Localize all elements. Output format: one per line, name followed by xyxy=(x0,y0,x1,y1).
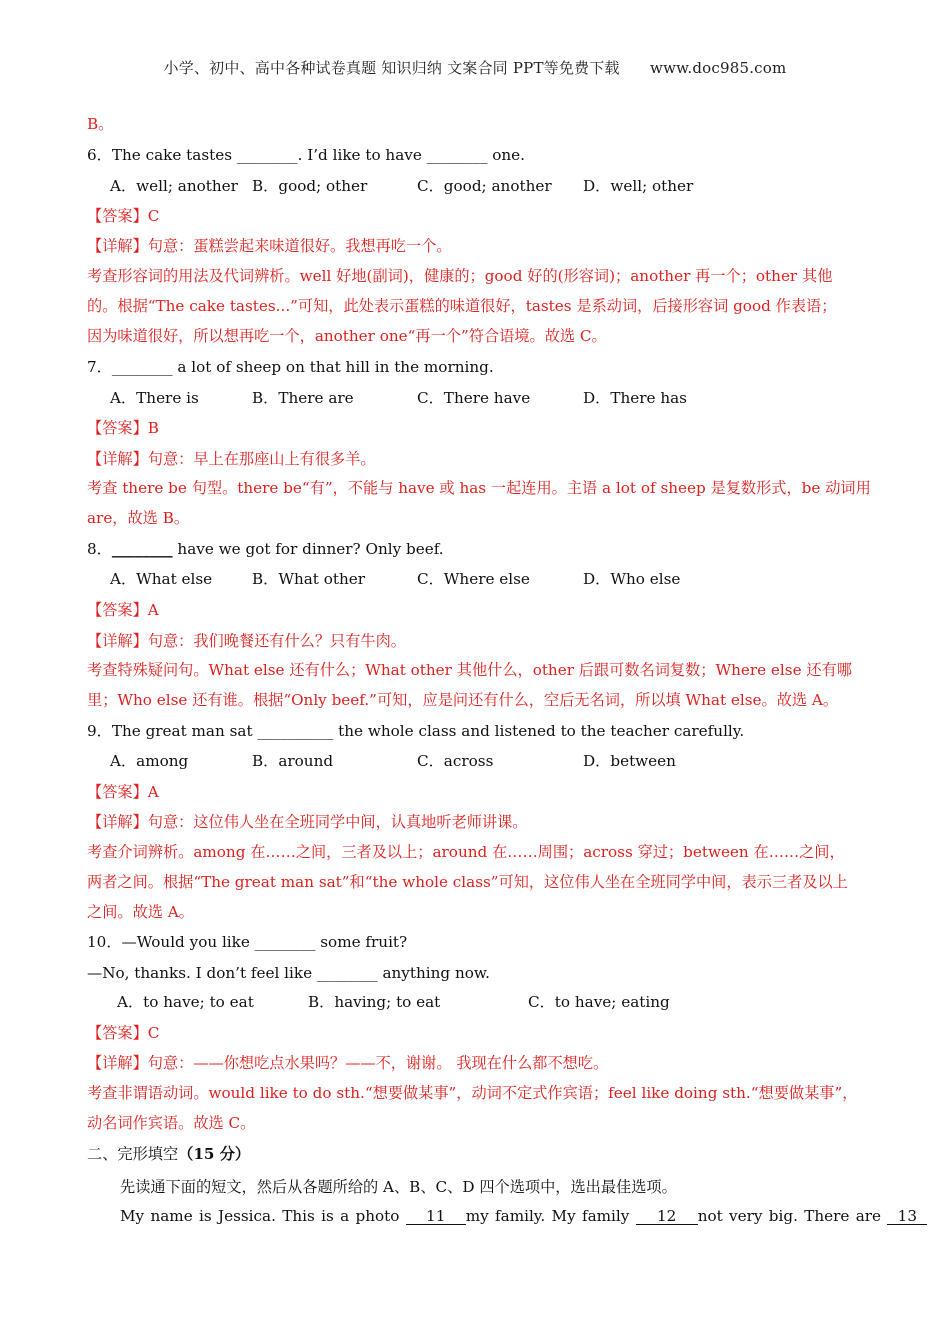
section-2-heading xyxy=(87,1144,250,1164)
q9-option-d: D．between xyxy=(583,752,676,770)
q8-option-b: B．What other xyxy=(252,570,366,588)
q10-detail: 【详解】句意：——你想吃点水果吗？——不，谢谢。 我现在什么都不想吃。 xyxy=(87,1054,609,1072)
q9-analysis-line: 两者之间。根据“The great man sat”和“the whole class”可知，这位伟人坐在全班同学中间，表示三者及以上 xyxy=(87,873,848,891)
section-2-title: 二、完形填空 xyxy=(87,1145,179,1163)
q7-option-c: C．There have xyxy=(417,389,531,407)
question-8-stem xyxy=(87,539,444,559)
q7-option-a: A．There is xyxy=(110,389,199,407)
q7-analysis-line: are，故选 B。 xyxy=(87,509,190,527)
q10-option-b: B．having; to eat xyxy=(308,993,441,1011)
q6-answer: 【答案】C xyxy=(87,207,160,225)
q6-option-c: C．good; another xyxy=(417,177,552,195)
q6-option-b: B．good; other xyxy=(252,177,368,195)
q7-option-b: B．There are xyxy=(252,389,354,407)
q8-answer: 【答案】A xyxy=(87,601,159,619)
q10-option-c: C．to have; eating xyxy=(528,993,670,1011)
question-6-stem: 6．The cake tastes ________. I’d like to have ________ one. xyxy=(87,146,525,164)
q8-stem-rest: have we got for dinner? Only beef. xyxy=(172,540,444,558)
cloze-passage-line xyxy=(120,1206,927,1226)
q6-analysis-line: 的。根据“The cake tastes...”可知，此处表示蛋糕的味道很好，tastes 是系动词，后接形容词 good 作表语； xyxy=(87,297,837,315)
q6-option-d: D．well; other xyxy=(583,177,694,195)
previous-explanation-tail: B。 xyxy=(87,115,114,133)
cloze-blank-12: 12 xyxy=(636,1208,698,1225)
q6-analysis-line: 考查形容词的用法及代词辨析。well 好地(副词)，健康的；good 好的(形容词)；another 再一个；other 其他 xyxy=(87,267,833,285)
q9-analysis-line: 之间。故选 A。 xyxy=(87,903,194,921)
q9-option-c: C．across xyxy=(417,752,494,770)
q8-number: 8． xyxy=(87,540,112,558)
q9-answer: 【答案】A xyxy=(87,783,159,801)
page-header: 小学、初中、高中各种试卷真题 知识归纳 文案合同 PPT等免费下载 www.doc985.com xyxy=(163,59,787,77)
q8-analysis-line: 里；Who else 还有谁。根据“Only beef.”可知，应是问还有什么，空后无名词，所以填 What else。故选 A。 xyxy=(87,691,839,709)
question-10-stem: 10．—Would you like ________ some fruit? xyxy=(87,933,408,951)
q7-answer: 【答案】B xyxy=(87,419,159,437)
q10-analysis-line: 动名词作宾语。故选 C。 xyxy=(87,1114,256,1132)
q6-analysis-line: 因为味道很好，所以想再吃一个，another one“再一个”符合语境。故选 C。 xyxy=(87,327,607,345)
q7-analysis-line: 考查 there be 句型。there be“有”，不能与 have 或 has 一起连用。主语 a lot of sheep 是复数形式，be 动词用 xyxy=(87,479,871,497)
section-2-instruction: 先读通下面的短文，然后从各题所给的 A、B、C、D 四个选项中，选出最佳选项。 xyxy=(120,1178,677,1196)
cloze-blank-11: 11 xyxy=(406,1208,466,1225)
passage-text: my family. My family xyxy=(465,1207,636,1225)
q10-analysis-line: 考查非谓语动词。would like to do sth.“想要做某事”，动词不定式作宾语；feel like doing sth.“想要做某事”， xyxy=(87,1084,858,1102)
q7-option-d: D．There has xyxy=(583,389,687,407)
q10-option-a: A．to have; to eat xyxy=(117,993,254,1011)
q9-option-b: B．around xyxy=(252,752,334,770)
q6-option-a: A．well; another xyxy=(110,177,238,195)
q9-option-a: A．among xyxy=(110,752,189,770)
q8-blank: ________ xyxy=(111,540,173,558)
question-7-stem: 7．________ a lot of sheep on that hill in the morning. xyxy=(87,358,494,376)
cloze-blank-13: 13 xyxy=(887,1208,927,1225)
q7-detail: 【详解】句意：早上在那座山上有很多羊。 xyxy=(87,450,376,468)
section-2-score: （15 分） xyxy=(178,1145,251,1163)
passage-text: My name is Jessica. This is a photo xyxy=(120,1207,406,1225)
q8-option-a: A．What else xyxy=(110,570,213,588)
q6-detail: 【详解】句意：蛋糕尝起来味道很好。我想再吃一个。 xyxy=(87,237,452,255)
q10-answer: 【答案】C xyxy=(87,1024,160,1042)
q9-analysis-line: 考查介词辨析。among 在……之间，三者及以上；around 在……周围；across 穿过；between 在……之间， xyxy=(87,843,845,861)
q8-option-c: C．Where else xyxy=(417,570,530,588)
q9-detail: 【详解】句意：这位伟人坐在全班同学中间，认真地听老师讲课。 xyxy=(87,813,528,831)
question-9-stem: 9．The great man sat __________ the whole class and listened to the teacher carefully. xyxy=(87,722,745,740)
passage-text: not very big. There are xyxy=(697,1207,888,1225)
q8-detail: 【详解】句意：我们晚餐还有什么？只有牛肉。 xyxy=(87,632,406,650)
question-10-response: —No, thanks. I don’t feel like ________ anything now. xyxy=(87,964,490,982)
q8-analysis-line: 考查特殊疑问句。What else 还有什么；What other 其他什么，other 后跟可数名词复数；Where else 还有哪 xyxy=(87,661,852,679)
q8-option-d: D．Who else xyxy=(583,570,681,588)
